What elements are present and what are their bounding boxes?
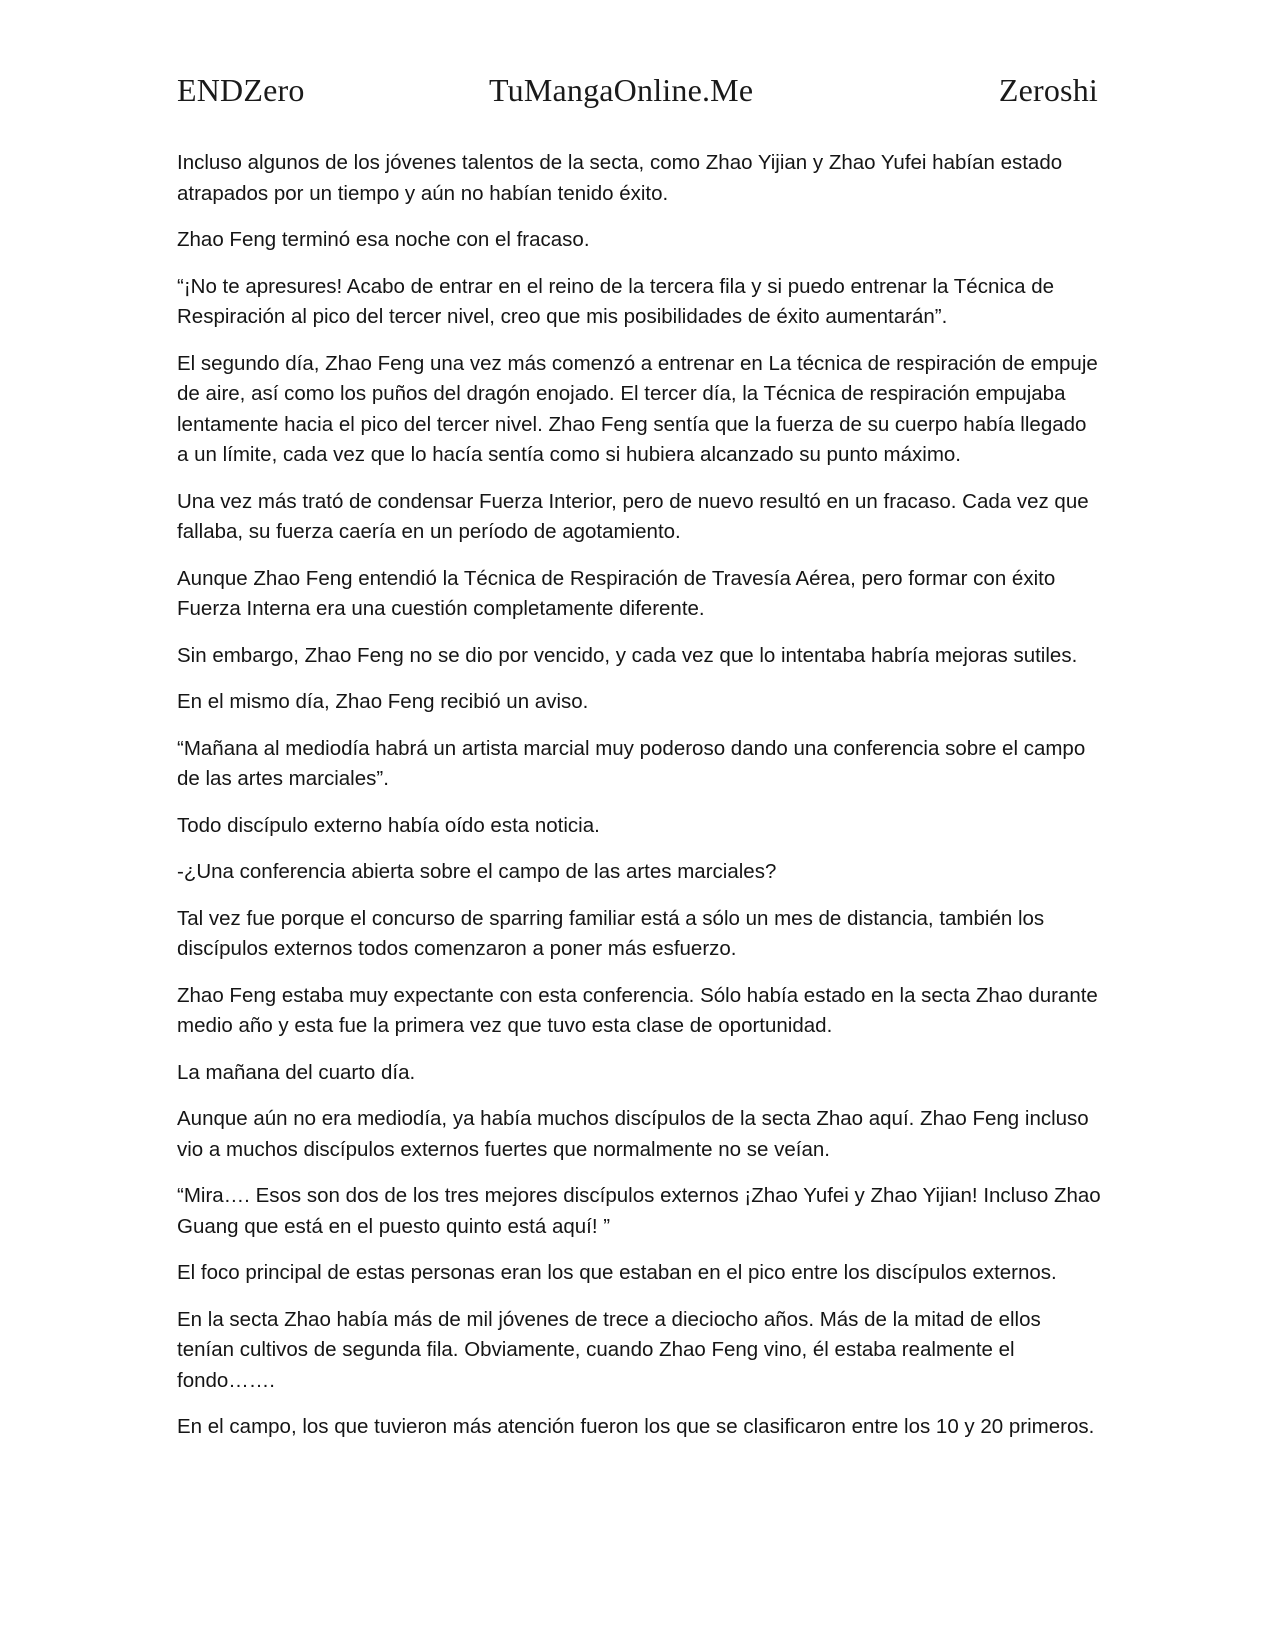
header-left-credit: ENDZero [177, 72, 305, 108]
paragraph: Una vez más trató de condensar Fuerza Interior, pero de nuevo resultó en un fracaso. Cada vez que fallaba, su fuerza caería en un período de agotamiento. [177, 489, 1089, 543]
paragraph: “Mañana al mediodía habrá un artista marcial muy poderoso dando una conferencia sobre el campo de las artes marciales”. [177, 736, 1086, 790]
paragraph: En la secta Zhao había más de mil jóvenes de trece a dieciocho años. Más de la mitad de ellos tenían cultivos de segunda fila. Obviamente, cuando Zhao Feng vino, él estaba realmente el fondo……. [177, 1307, 1041, 1392]
paragraph: Zhao Feng terminó esa noche con el fracaso. [177, 228, 590, 251]
paragraph: Aunque Zhao Feng entendió la Técnica de Respiración de Travesía Aérea, pero formar con éxito Fuerza Interna era una cuestión completamente diferente. [177, 566, 1056, 620]
header-right-credit: Zeroshi [998, 72, 1098, 108]
paragraph: -¿Una conferencia abierta sobre el campo de las artes marciales? [177, 860, 777, 883]
header-site-name: TuMangaOnline.Me [489, 72, 754, 108]
paragraph: En el campo, los que tuvieron más atención fueron los que se clasificaron entre los 10 y 20 primeros. [177, 1415, 1095, 1438]
paragraph: Sin embargo, Zhao Feng no se dio por vencido, y cada vez que lo intentaba habría mejoras sutiles. [177, 643, 1078, 667]
paragraph: En el mismo día, Zhao Feng recibió un aviso. [177, 690, 589, 713]
paragraph: Incluso algunos de los jóvenes talentos de la secta, como Zhao Yijian y Zhao Yufei habían estado atrapados por un tiempo y aún no habían tenido éxito. [177, 151, 1063, 205]
page-header [177, 72, 1098, 122]
paragraph: “Mira…. Esos son dos de los tres mejores discípulos externos ¡Zhao Yufei y Zhao Yijian! Incluso Zhao Guang que está en el puesto quinto está aquí! ” [177, 1184, 1101, 1238]
paragraph: Aunque aún no era mediodía, ya había muchos discípulos de la secta Zhao aquí. Zhao Feng incluso vio a muchos discípulos externos fuertes que normalmente no se veían. [177, 1107, 1089, 1161]
paragraph: El segundo día, Zhao Feng una vez más comenzó a entrenar en La técnica de respiración de empuje de aire, así como los puños del dragón enojado. El tercer día, la Técnica de respiración empujaba lentamente hacia el pico del tercer nivel. Zhao Feng sentía que la fuerza de su cuerpo había llegado a un límite, cada vez que lo hacía sentía como si hubiera alcanzado su punto máximo. [177, 351, 1098, 466]
document-body [177, 148, 1102, 1459]
paragraph: Tal vez fue porque el concurso de sparring familiar está a sólo un mes de distancia, también los discípulos externos todos comenzaron a poner más esfuerzo. [177, 906, 1045, 960]
paragraph: Todo discípulo externo había oído esta noticia. [177, 813, 600, 837]
paragraph: “¡No te apresures! Acabo de entrar en el reino de la tercera fila y si puedo entrenar la Técnica de Respiración al pico del tercer nivel, creo que mis posibilidades de éxito aumentarán”. [177, 274, 1055, 328]
paragraph: Zhao Feng estaba muy expectante con esta conferencia. Sólo había estado en la secta Zhao durante medio año y esta fue la primera vez que tuvo esta clase de oportunidad. [177, 983, 1098, 1037]
paragraph: La mañana del cuarto día. [177, 1060, 416, 1084]
paragraph: El foco principal de estas personas eran los que estaban en el pico entre los discípulos externos. [177, 1261, 1057, 1284]
